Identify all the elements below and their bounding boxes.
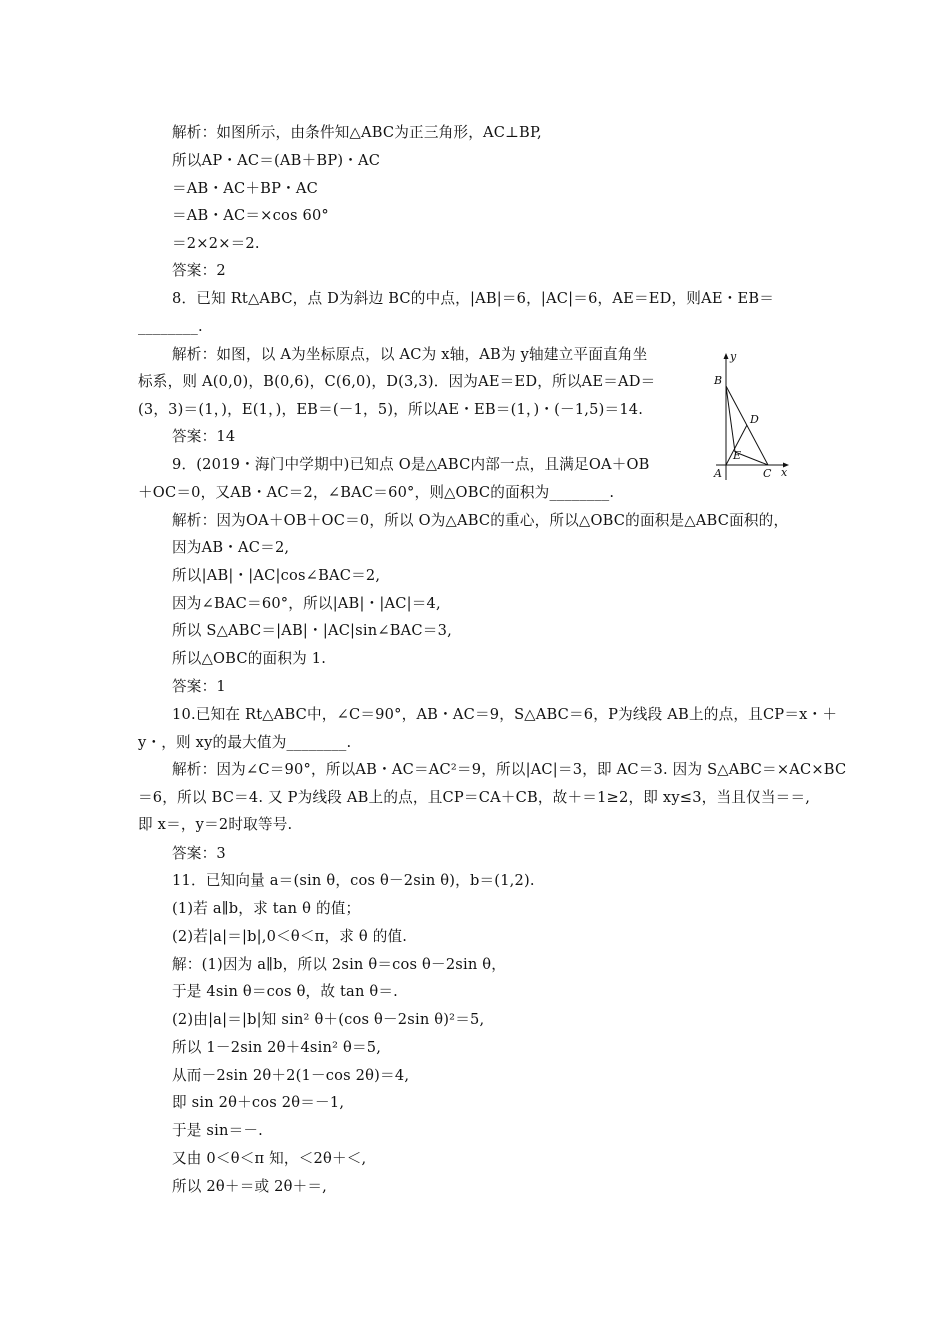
point-label-a: A xyxy=(714,467,722,480)
point-label-d: D xyxy=(750,413,759,426)
text-line-17: 所以|AB|・|AC|cos∠BAC＝2, xyxy=(172,567,381,584)
text-line-15: 解析：因为OA＋OB＋OC＝0，所以 O为△ABC的重心，所以△OBC的面积是△ABC面积的， xyxy=(172,512,789,529)
text-line-23: y・，则 xy的最大值为________. xyxy=(138,734,352,751)
text-line-38: 又由 0＜θ＜π 知，＜2θ＋＜, xyxy=(172,1150,367,1167)
x-axis-label: x xyxy=(781,466,788,479)
point-label-c: C xyxy=(763,467,772,480)
text-line-9: 解析：如图，以 A为坐标原点，以 AC为 x轴，AB为 y轴建立平面直角坐 xyxy=(172,346,648,363)
text-line-33: (2)由|a|＝|b|知 sin² θ＋(cos θ－2sin θ)²＝5, xyxy=(172,1011,485,1028)
text-line-1: 解析：如图所示，由条件知△ABC为正三角形，AC⊥BP, xyxy=(172,124,542,141)
y-axis-arrow xyxy=(724,353,729,359)
text-line-18: 因为∠BAC＝60°，所以|AB|・|AC|＝4, xyxy=(172,595,441,612)
text-line-7: 8．已知 Rt△ABC，点 D为斜边 BC的中点，|AB|＝6，|AC|＝6，AE＝ED，则AE・EB＝ xyxy=(172,290,775,307)
text-line-6: 答案：2 xyxy=(172,262,226,279)
text-line-8: ________. xyxy=(138,318,203,335)
text-line-26: 即 x＝，y＝2时取等号. xyxy=(138,816,293,833)
text-line-5: ＝2×2×＝2. xyxy=(172,235,260,252)
point-label-b: B xyxy=(714,374,723,387)
text-line-10: 标系，则 A(0,0)，B(0,6)，C(6,0)，D(3,3)．因为AE＝ED，所以AE＝AD＝ xyxy=(138,373,656,390)
text-line-37: 于是 sin＝－. xyxy=(172,1122,264,1139)
text-line-11: (3，3)＝(1，)，E(1，)，EB＝(－1，5)，所以AE・EB＝(1，)・(－1,5)＝14. xyxy=(138,401,644,418)
text-line-20: 所以△OBC的面积为 1. xyxy=(172,650,327,667)
point-label-e: E xyxy=(733,449,742,462)
text-line-25: ＝6，所以 BC＝4. 又 P为线段 AB上的点，且CP＝CA＋CB，故＋＝1≥2，即 xy≤3，当且仅当＝＝, xyxy=(138,789,811,806)
text-line-2: 所以AP・AC＝(AB＋BP)・AC xyxy=(172,152,381,169)
text-line-4: ＝AB・AC＝×cos 60° xyxy=(172,207,329,224)
text-line-39: 所以 2θ＋＝或 2θ＋＝, xyxy=(172,1178,328,1195)
text-line-24: 解析：因为∠C＝90°，所以AB・AC＝AC²＝9，所以|AC|＝3，即 AC＝3. 因为 S△ABC＝×AC×BC xyxy=(172,761,847,778)
text-line-35: 从而－2sin 2θ＋2(1－cos 2θ)＝4, xyxy=(172,1067,410,1084)
text-line-32: 于是 4sin θ＝cos θ，故 tan θ＝. xyxy=(172,983,399,1000)
text-line-27: 答案：3 xyxy=(172,845,226,862)
text-line-31: 解：(1)因为 a∥b，所以 2sin θ＝cos θ－2sin θ， xyxy=(172,956,507,973)
text-line-13: 9．(2019・海门中学期中)已知点 O是△ABC内部一点，且满足OA＋OB xyxy=(172,456,650,473)
text-line-14: ＋OC＝0，又AB・AC＝2，∠BAC＝60°，则△OBC的面积为________. xyxy=(138,484,615,501)
text-line-28: 11．已知向量 a＝(sin θ，cos θ－2sin θ)，b＝(1,2). xyxy=(172,872,535,889)
text-line-30: (2)若|a|＝|b|,0＜θ＜π，求 θ 的值. xyxy=(172,928,408,945)
text-line-12: 答案：14 xyxy=(172,428,236,445)
text-line-34: 所以 1－2sin 2θ＋4sin² θ＝5, xyxy=(172,1039,382,1056)
text-line-3: ＝AB・AC＋BP・AC xyxy=(172,180,318,197)
text-line-22: 10.已知在 Rt△ABC中，∠C＝90°，AB・AC＝9，S△ABC＝6，P为线段 AB上的点，且CP＝x・＋ xyxy=(172,706,838,723)
text-line-16: 因为AB・AC＝2, xyxy=(172,539,290,556)
segment-be xyxy=(726,386,735,452)
y-axis-label: y xyxy=(730,350,737,363)
text-line-19: 所以 S△ABC＝|AB|・|AC|sin∠BAC＝3, xyxy=(172,622,452,639)
text-line-29: (1)若 a∥b，求 tan θ 的值； xyxy=(172,900,361,917)
coordinate-figure xyxy=(708,350,792,488)
text-line-36: 即 sin 2θ＋cos 2θ＝－1, xyxy=(172,1094,345,1111)
text-line-21: 答案：1 xyxy=(172,678,226,695)
